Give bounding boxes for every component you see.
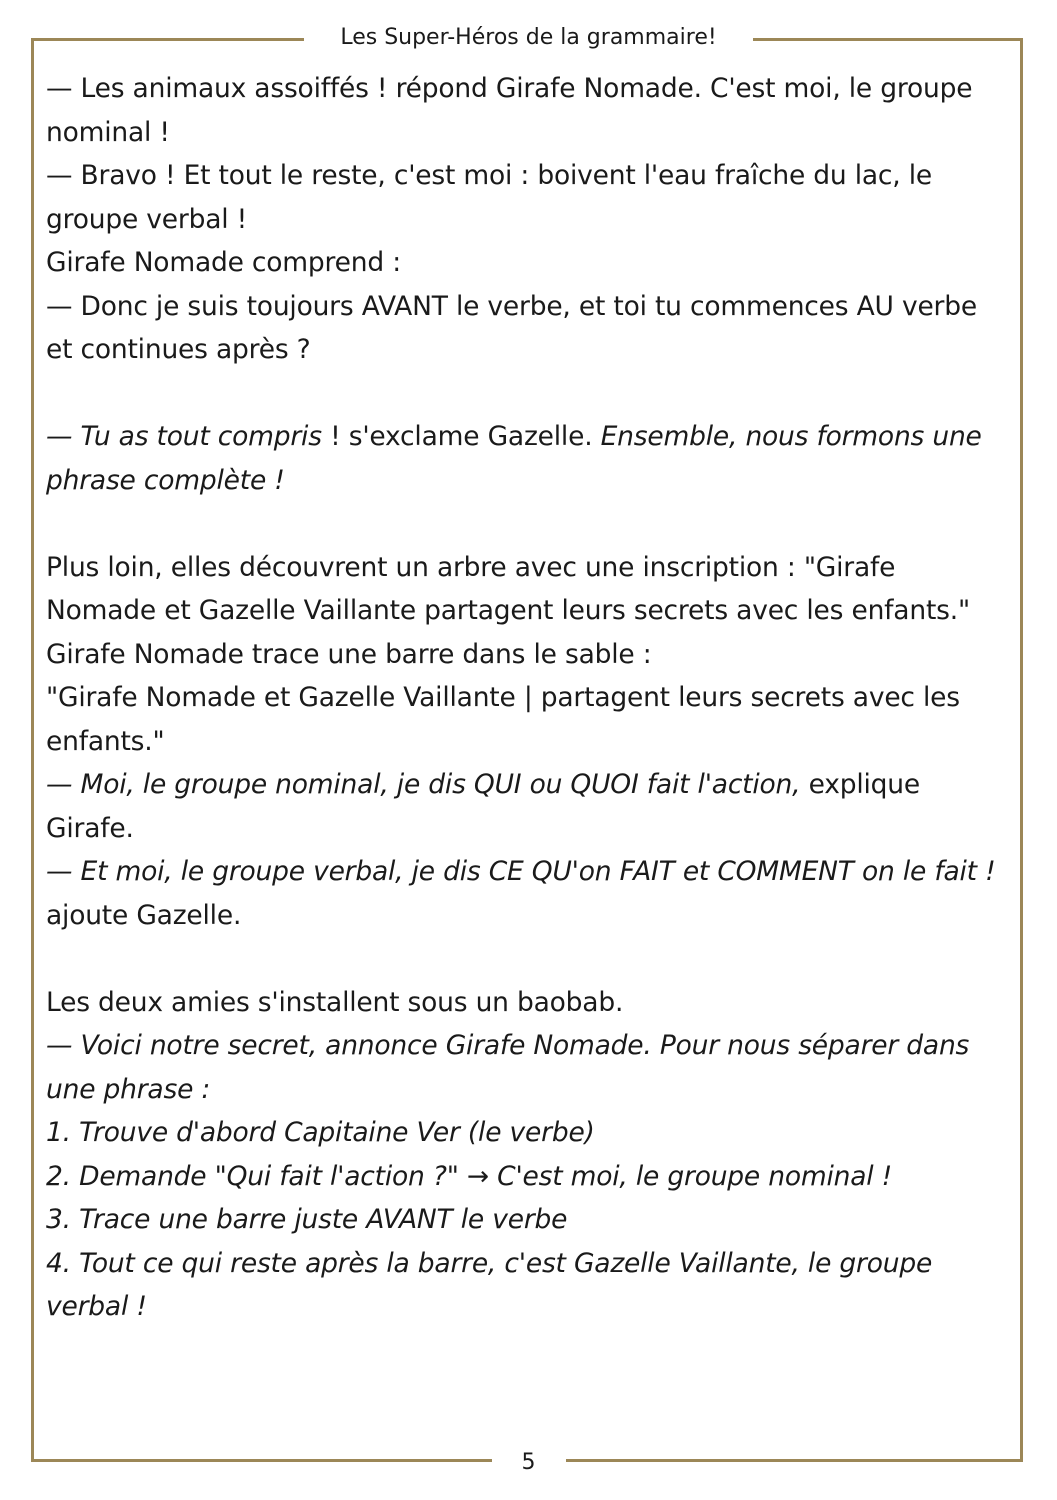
paragraph-gap <box>46 502 1011 546</box>
quoted-sentence: "Girafe Nomade et Gazelle Vaillante | partagent leurs secrets avec les enfants." <box>46 682 960 757</box>
dialogue-line: — Donc je suis toujours AVANT le verbe, et toi tu commences AU verbe et continues après ? <box>46 290 977 365</box>
narration-line: Girafe Nomade comprend : <box>46 247 401 278</box>
paragraph-gap <box>46 937 1011 981</box>
dialogue-line <box>46 415 1011 502</box>
italic-text: Ensemble, nous formons une phrase complète ! <box>46 421 982 496</box>
italic-text: — Et moi, le groupe verbal, je dis CE QU'on FAIT et COMMENT on le fait ! <box>46 856 996 887</box>
page-header <box>0 22 1057 54</box>
header-title: Les Super-Héros de la grammaire! <box>304 25 752 50</box>
narration-line: Plus loin, elles découvrent un arbre avec une inscription : "Girafe Nomade et Gazelle Vaillante partagent leurs secrets avec les enfants." <box>46 551 970 626</box>
page-footer <box>0 1448 1057 1478</box>
narration-line: Girafe Nomade trace une barre dans le sable : <box>46 638 652 670</box>
narration-line: Les deux amies s'installent sous un baobab. <box>46 986 624 1018</box>
normal-text: explique Girafe. <box>46 769 920 844</box>
dialogue-line: — Bravo ! Et tout le reste, c'est moi : boivent l'eau fraîche du lac, le groupe verbal ! <box>46 160 933 235</box>
paragraph-gap <box>46 372 1011 416</box>
normal-text: ! s'exclame Gazelle. <box>321 421 601 452</box>
italic-text: 2. Demande "Qui fait l'action ?" → C'est moi, le groupe nominal ! <box>46 1160 893 1192</box>
italic-text: 3. Trace une barre juste AVANT le verbe <box>46 1204 568 1235</box>
dialogue-line <box>46 1024 1011 1111</box>
dialogue-line: — Les animaux assoiffés ! répond Girafe Nomade. C'est moi, le groupe nominal ! <box>46 73 973 148</box>
italic-text: — Voici notre secret, annonce Girafe Nomade. Pour nous séparer dans une phrase : <box>46 1030 970 1105</box>
page-number: 5 <box>492 1450 566 1475</box>
step-item <box>46 1198 1011 1242</box>
dialogue-line <box>46 850 1011 937</box>
step-item <box>46 1111 1011 1155</box>
italic-text: 1. Trouve d'abord Capitaine Ver (le verbe) <box>46 1117 595 1148</box>
step-item <box>46 1155 1011 1199</box>
italic-text: — Moi, le groupe nominal, je dis QUI ou QUOI fait l'action, <box>46 769 801 800</box>
dialogue-line <box>46 763 1011 850</box>
italic-text: 4. Tout ce qui reste après la barre, c'est Gazelle Vaillante, le groupe verbal ! <box>46 1247 933 1322</box>
italic-text: — Tu as tout compris <box>46 421 322 452</box>
story-text <box>46 67 1011 1329</box>
step-item <box>46 1242 1011 1329</box>
normal-text: ajoute Gazelle. <box>46 899 242 931</box>
